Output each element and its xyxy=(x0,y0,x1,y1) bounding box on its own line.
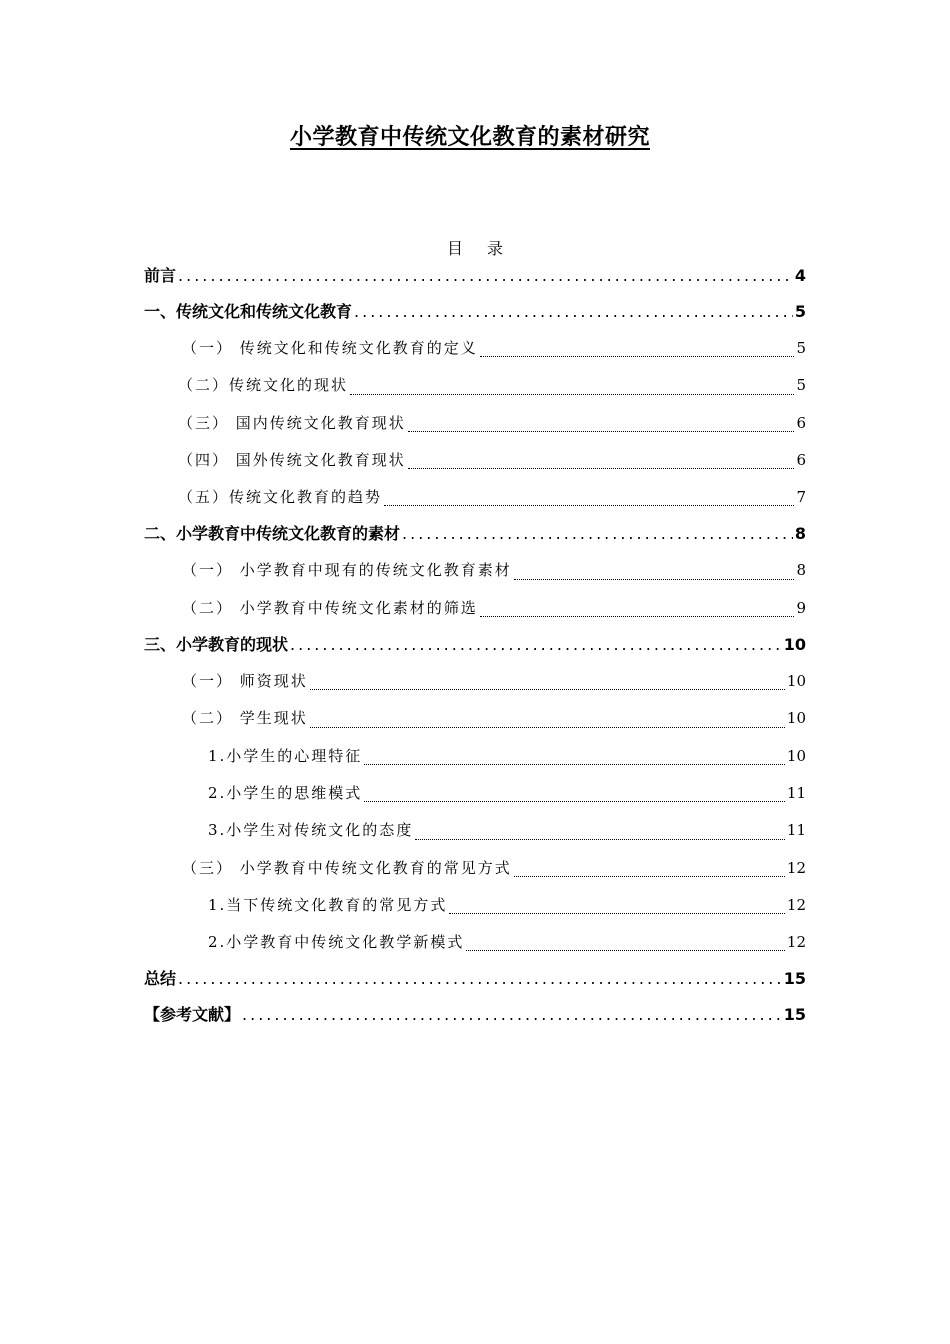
table-of-contents xyxy=(144,258,806,1033)
toc-entry-3-3-1[interactable]: 1.当下传统文化教育的常见方式 12 xyxy=(208,895,806,914)
toc-entry-3-2-3[interactable]: 3.小学生对传统文化的态度 11 xyxy=(208,821,806,840)
toc-entry-preface[interactable]: 前言 ..... 4 xyxy=(144,258,806,294)
toc-entry-3-2-1[interactable]: 1.小学生的心理特征 10 xyxy=(208,746,806,765)
toc-entry-1-3[interactable]: （三） 国内传统文化教育现状 6 xyxy=(178,413,806,432)
toc-entry-3-3-2[interactable]: 2.小学教育中传统文化教学新模式 12 xyxy=(208,933,806,952)
toc-entry-3-2[interactable]: （二） 学生现状 10 xyxy=(182,709,806,728)
toc-entry-1-4[interactable]: （四） 国外传统文化教育现状 6 xyxy=(178,450,806,469)
toc-entry-2-1[interactable]: （一） 小学教育中现有的传统文化教育素材 8 xyxy=(182,561,806,580)
toc-entry-3-1[interactable]: （一） 师资现状 10 xyxy=(182,672,806,691)
toc-entry-1-5[interactable]: （五）传统文化教育的趋势 7 xyxy=(178,488,806,507)
toc-entry-3-2-2[interactable]: 2.小学生的思维模式 11 xyxy=(208,783,806,802)
toc-entry-2-2[interactable]: （二） 小学教育中传统文化素材的筛选 9 xyxy=(182,598,806,617)
toc-entry-chapter-1[interactable]: 一、传统文化和传统文化教育 ..... 5 xyxy=(144,294,806,330)
document-title: 小学教育中传统文化教育的素材研究 xyxy=(289,125,650,150)
toc-entry-references[interactable]: 【参考文献】 ..... 15 xyxy=(144,997,806,1033)
toc-entry-chapter-3[interactable]: 三、小学教育的现状 ..... 10 xyxy=(144,627,806,663)
toc-heading: 目录 xyxy=(446,239,527,258)
toc-entry-1-2[interactable]: （二）传统文化的现状 5 xyxy=(178,376,806,395)
toc-entry-chapter-2[interactable]: 二、小学教育中传统文化教育的素材 ..... 8 xyxy=(144,516,806,552)
toc-entry-3-3[interactable]: （三） 小学教育中传统文化教育的常见方式 12 xyxy=(182,858,806,877)
toc-entry-summary[interactable]: 总结 ..... 15 xyxy=(144,961,806,997)
toc-entry-1-1[interactable]: （一） 传统文化和传统文化教育的定义 5 xyxy=(182,339,806,357)
